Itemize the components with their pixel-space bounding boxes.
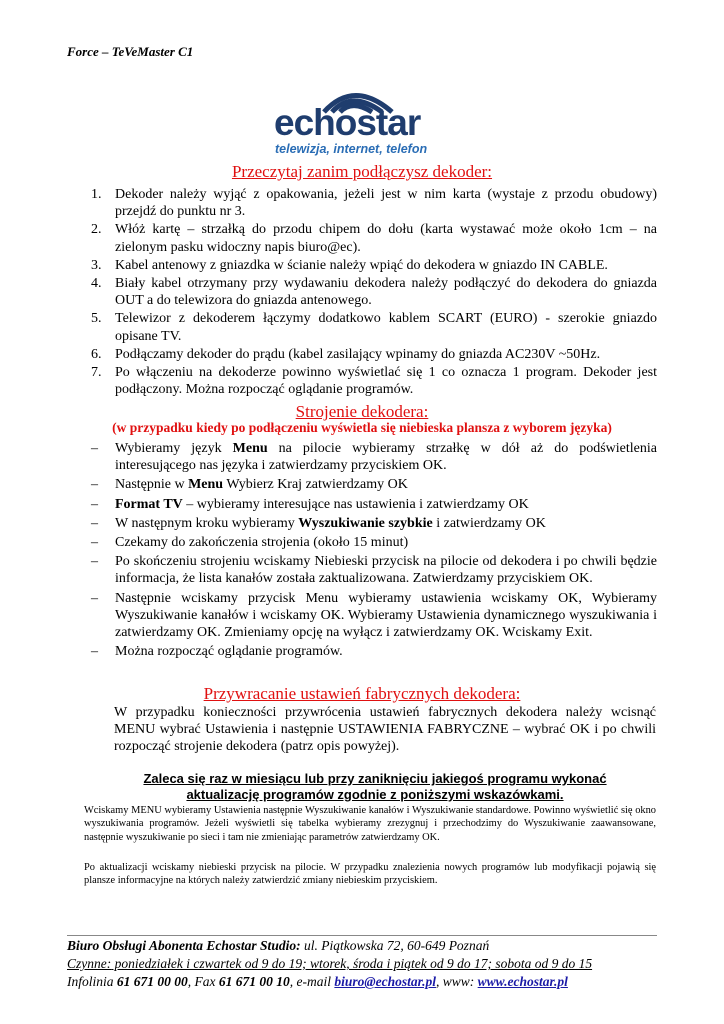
list-item-text: Włóż kartę – strzałką do przodu chipem do dołu (karta wystawać może około 1cm – na zielonym pasku widoczny napis biuro@ec). <box>115 222 657 255</box>
dash-bullet: – <box>91 590 98 606</box>
list-item-number: 2. <box>91 222 102 238</box>
footer-email-label: , e-mail <box>289 974 335 989</box>
dash-bullet: – <box>91 441 98 456</box>
footer-www-link[interactable]: www.echostar.pl <box>477 974 568 989</box>
list-item <box>91 496 657 513</box>
update-note-title: Zaleca się raz w miesiącu lub przy zaniknięciu jakiegoś programu wykonać aktualizację programów zgodnie z poniższymi wskazówkami. <box>143 771 607 802</box>
list-item-pre: Po skończeniu strojeniu wciskamy Niebieski przycisk na pilocie od dekodera i po chwili będzie informacja, że lista kanałów została zaktualizowana. Zatwierdzamy przyciskiem OK. <box>115 554 657 587</box>
connect-steps-list <box>91 186 657 399</box>
list-item-pre: Czekamy do zakończenia strojenia (około 15 minut) <box>115 535 409 551</box>
list-item-pre: Następnie w <box>115 477 189 493</box>
list-item-post: na pilocie wybieramy strzałkę w dół aż do podświetlenia interesującego nas języka i zatwierdzamy przyciskiem OK. <box>115 441 657 474</box>
list-item-pre: Można rozpocząć oglądanie programów. <box>115 644 343 660</box>
list-item-post: Wybierz Kraj zatwierdzamy OK <box>223 477 408 493</box>
footer-hours: poniedziałek i czwartek od 9 do 19; wtorek, środa i piątek od 9 do 17; sobota od 9 do 15 <box>111 956 593 971</box>
footer-contact-line <box>67 973 667 991</box>
footer-fax: 61 671 00 10 <box>218 974 290 989</box>
footer-hours-label: Czynne: <box>67 956 112 971</box>
list-item-post: i zatwierdzamy OK <box>432 515 546 531</box>
list-item <box>91 534 657 551</box>
section-title-tuning: Strojenie dekodera: <box>295 402 429 421</box>
list-item-number: 6. <box>91 346 102 362</box>
list-item-text: Biały kabel otrzymany przy wydawaniu dekodera należy podłączyć do dekodera do gniazda OUT a do telewizora do gniazda antenowego. <box>115 276 657 309</box>
list-item <box>91 590 657 642</box>
footer-office-label: Biuro Obsługi Abonenta Echostar Studio: <box>67 938 301 953</box>
list-item-post: – wybieramy interesujące nas ustawienia i zatwierdzamy OK <box>182 496 529 512</box>
footer-divider <box>67 935 657 936</box>
dash-bullet: – <box>91 515 98 531</box>
dash-bullet: – <box>91 535 98 551</box>
update-note-paragraph-2: Po aktualizacji wciskamy niebieski przycisk na pilocie. W przypadku znalezienia nowych programów lub modyfikacji pojawią się plansze informacyjne na których należy zatwierdzić zmiany niebieskim przyciskiem. <box>84 862 656 887</box>
list-item <box>91 221 657 255</box>
list-item-bold: Menu <box>188 477 224 493</box>
list-item <box>91 346 657 363</box>
list-item-pre: Następnie wciskamy przycisk Menu wybieramy ustawienia wciskamy OK, Wybieramy Wyszukiwanie kanałów i wciskamy OK. Wybieramy Ustawienia dynamicznego wyszukiwania i zatwierdzamy OK. Zmieniamy opcję na wyłącz i zatwierdzamy OK. Wciskamy Exit. <box>115 590 657 641</box>
footer-www-label: , www: <box>436 974 478 989</box>
list-item-text: Dekoder należy wyjąć z opakowania, jeżeli jest w nim karta (wystaje z przodu obudowy) przejdź do punktu nr 3. <box>115 187 657 220</box>
dash-bullet: – <box>91 644 98 660</box>
list-item-number: 3. <box>91 257 102 273</box>
dash-bullet: – <box>91 477 98 493</box>
list-item-pre: W następnym kroku wybieramy <box>115 515 299 531</box>
tuning-steps-list <box>91 440 657 662</box>
list-item-text: Podłączamy dekoder do prądu (kabel zasilający wpinamy do gniazda AC230V ~50Hz. <box>115 346 601 362</box>
list-item <box>91 257 657 274</box>
list-item <box>91 275 657 309</box>
list-item-bold: Wyszukiwanie szybkie <box>298 515 433 531</box>
list-item-number: 5. <box>91 311 102 327</box>
reset-paragraph: W przypadku konieczności przywrócenia ustawień fabrycznych dekodera należy wcisnąć MENU wybrać Ustawienia i następnie USTAWIENIA FABRYCZNE – wybrać OK i po chwili rozpocząć strojenie dekodera (patrz opis powyżej). <box>114 705 656 755</box>
list-item-text: Po włączeniu na dekoderze powinno wyświetlać się 1 co oznacza 1 program. Dekoder jest podłączony. Można rozpocząć oglądanie programów. <box>115 365 657 398</box>
section-subtitle-tuning: (w przypadku kiedy po podłączeniu wyświetla się niebieska plansza z wyborem języka) <box>112 420 612 435</box>
list-item-bold: Menu <box>232 441 268 456</box>
list-item-number: 7. <box>91 365 102 381</box>
dash-bullet: – <box>91 554 98 570</box>
section-title-reset: Przywracanie ustawień fabrycznych dekodera: <box>203 684 521 703</box>
footer-office-line <box>67 937 667 955</box>
footer-fax-label: , Fax <box>187 974 219 989</box>
footer <box>67 937 667 991</box>
document-header: Force – TeVeMaster C1 <box>67 44 194 59</box>
list-item <box>91 364 657 398</box>
logo-wordmark: echostar <box>274 102 421 143</box>
echostar-logo <box>274 82 458 158</box>
section-title-connect: Przeczytaj zanim podłączysz dekoder: <box>231 162 493 181</box>
dash-bullet: – <box>91 496 98 512</box>
list-item-number: 4. <box>91 276 102 292</box>
footer-hours-line <box>67 955 667 973</box>
footer-infolinia: 61 671 00 00 <box>116 974 188 989</box>
list-item-text: Telewizor z dekoderem łączymy dodatkowo kablem SCART (EURO) - szerokie gniazdo opisane TV. <box>115 311 657 344</box>
list-item-text: Kabel antenowy z gniazdka w ścianie należy wpiąć do dekodera w gniazdo IN CABLE. <box>115 257 608 273</box>
list-item <box>91 476 657 493</box>
footer-address: ul. Piątkowska 72, 60-649 Poznań <box>300 938 490 953</box>
footer-infolinia-label: Infolinia <box>67 974 117 989</box>
list-item-pre: Wybieramy język <box>115 441 233 456</box>
list-item-bold: Format TV <box>115 496 183 512</box>
list-item <box>91 643 657 660</box>
list-item-number: 1. <box>91 187 102 202</box>
footer-email-link[interactable]: biuro@echostar.pl <box>334 974 437 989</box>
list-item <box>91 440 657 474</box>
list-item <box>91 553 657 587</box>
list-item <box>91 186 657 220</box>
list-item <box>91 515 657 532</box>
list-item <box>91 310 657 344</box>
update-note-paragraph-1: Wciskamy MENU wybieramy Ustawienia następnie Wyszukiwanie kanałów i Wyszukiwanie standardowe. Powinno wyświetlić się okno wyszukiwania programów. Jeżeli wyświetli się tabelka wybieramy zrezygnuj i przechodzimy do Wyszukiwanie zaawansowane, następnie wyszukiwanie po sieci i tam nie zmieniając parametrów zatwierdzamy OK. <box>84 805 656 843</box>
logo-tagline: telewizja, internet, telefon <box>275 142 428 156</box>
